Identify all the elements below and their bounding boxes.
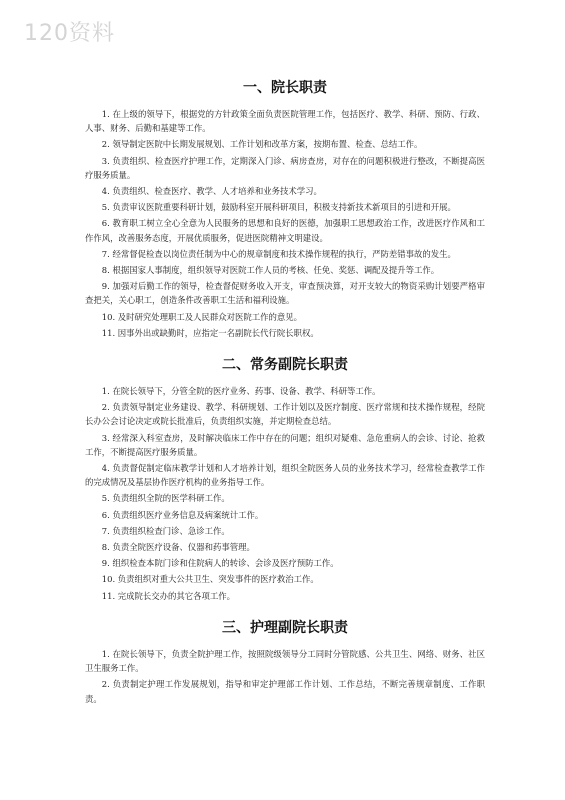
paragraph: 11. 因事外出或缺勤时，应指定一名副院长代行院长职权。 (101, 327, 319, 338)
paragraph: 4. 负责组织、检查医疗、教学、人才培养和业务技术学习。 (101, 186, 322, 197)
paragraph: 8. 负责全院医疗设备、仪器和药事管理。 (101, 542, 255, 553)
paragraph: 6. 负责组织医疗业务信息及病案统计工作。 (101, 509, 264, 520)
paragraph: 4. 负责督促制定临床教学计划和人才培养计划，组织全院医务人员的业务技术学习，经常检查教学工作的完成情况及基层协作医疗机构的业务指导工作。 (85, 463, 485, 488)
paragraph: 2. 领导制定医院中长期发展规划、工作计划和改革方案，按期布置、检查、总结工作。 (101, 139, 423, 150)
paragraph: 8. 根据国家人事制度，组织领导对医院工作人员的考核、任免、奖惩、调配及提升等工作。 (101, 265, 440, 276)
document-page (85, 77, 485, 706)
paragraph: 3. 经常深入科室查房，及时解决临床工作中存在的问题；组织对疑难、急危重病人的会诊、讨论、抢救工作，不断提高医疗服务质量。 (85, 432, 485, 457)
paragraph: 7. 经常督促检查以岗位责任制为中心的规章制度和技术操作规程的执行，严防差错事故的发生。 (101, 248, 456, 259)
paragraph: 1. 在上级的领导下，根据党的方针政策全面负责医院管理工作，包括医疗、教学、科研、预防、行政、人事、财务、后勤和基建等工作。 (85, 109, 485, 134)
paragraph: 5. 负责组织全院的医学科研工作。 (101, 493, 230, 504)
section-title: 二、常务副院长职责 (222, 357, 348, 374)
section-nursing-vice-president-duties (85, 617, 485, 706)
paragraph: 6. 教育职工树立全心全意为人民服务的思想和良好的医德，加强职工思想政治工作，改进医疗作风和工作作风，改善服务态度，开展优质服务，促进医院精神文明建设。 (85, 218, 485, 243)
paragraph: 2. 负责领导制定业务建设、教学、科研规划、工作计划以及医疗制度、医疗常规和技术操作规程，经院长办公会讨论决定或院长批准后，负责组织实施，并定期检查总结。 (85, 402, 485, 427)
paragraph: 5. 负责审议医院重要科研计划，鼓励科室开展科研项目，积极支持新技术新项目的引进和开展。 (101, 202, 456, 213)
paragraph: 10. 负责组织对重大公共卫生、突发事件的医疗救治工作。 (101, 574, 319, 585)
paragraph: 1. 在院长领导下，分管全院的医疗业务、药事、设备、教学、科研等工作。 (101, 386, 381, 397)
paragraph: 10. 及时研究处理职工及人民群众对医院工作的意见。 (101, 311, 303, 322)
section-title: 三、护理副院长职责 (222, 619, 348, 636)
paragraph: 1. 在院长领导下，负责全院护理工作，按照院级领导分工同时分管院感、公共卫生、网络、财务、社区卫生服务工作。 (85, 648, 485, 674)
section-title: 一、院长职责 (243, 80, 327, 96)
paragraph: 9. 加强对后勤工作的领导，检查督促财务收入开支，审查预决算，对开支较大的物资采购计划要严格审查把关，关心职工，创造条件改善职工生活和福利设施。 (85, 281, 485, 306)
watermark-logo: 120资料 (24, 21, 115, 46)
section-president-duties (85, 77, 485, 340)
section-executive-vice-president-duties (85, 354, 485, 603)
paragraph: 9. 组织检查本院门诊和住院病人的转诊、会诊及医疗预防工作。 (101, 558, 339, 569)
paragraph: 3. 负责组织、检查医疗护理工作，定期深入门诊、病房查房，对存在的问题积极进行整改，不断提高医疗服务质量。 (85, 155, 485, 180)
paragraph: 11. 完成院长交办的其它各项工作。 (101, 590, 236, 601)
paragraph: 2. 负责制定护理工作发展规划，指导和审定护理部工作计划、工作总结，不断完善规章制度、工作职责。 (85, 679, 485, 704)
paragraph: 7. 负责组织检查门诊、急诊工作。 (101, 525, 230, 536)
